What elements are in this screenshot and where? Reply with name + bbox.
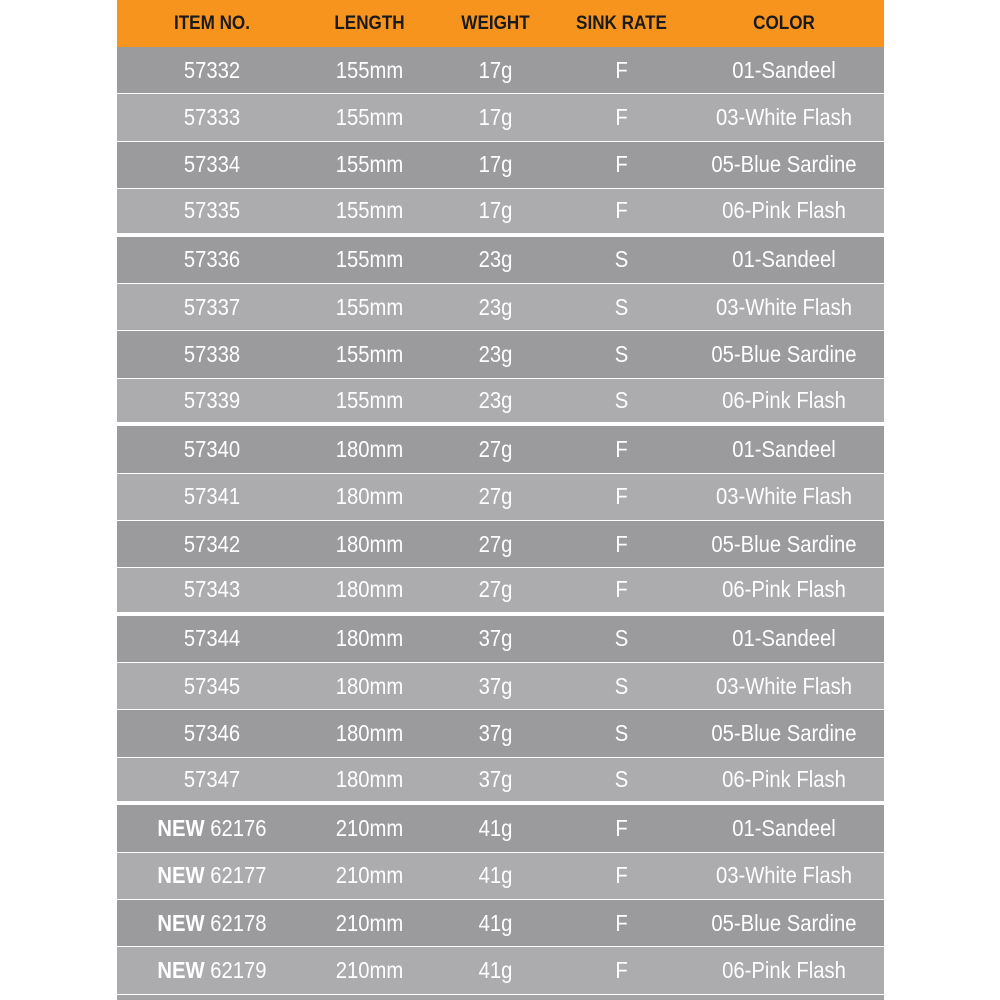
item-no-cell: [128, 766, 295, 793]
item-no-cell: [128, 576, 295, 603]
weight-cell: 41g: [478, 909, 513, 936]
weight-cell: 37g: [478, 672, 513, 699]
item-no-cell: [128, 294, 295, 321]
new-badge: NEW: [157, 814, 205, 841]
length-cell: 210mm: [335, 814, 404, 841]
table-row: [117, 284, 884, 331]
color-cell: 05-Blue Sardine: [711, 341, 857, 368]
table-row: [117, 853, 884, 900]
color-cell: 05-Blue Sardine: [711, 151, 857, 178]
item-no-cell: [128, 720, 295, 747]
spec-table: [117, 0, 884, 995]
item-number: 62179: [210, 957, 267, 984]
item-number: 57340: [183, 435, 241, 462]
color-cell: 03-White Flash: [715, 293, 853, 320]
item-no-cell: [128, 862, 295, 889]
length-cell: 155mm: [335, 197, 404, 224]
color-cell: 06-Pink Flash: [722, 766, 846, 793]
table-row: [117, 947, 884, 994]
weight-cell: 27g: [478, 576, 513, 603]
table-row: [117, 568, 884, 615]
item-number: 57344: [183, 625, 241, 652]
header-color: COLOR: [753, 12, 815, 34]
length-cell: 180mm: [335, 530, 404, 557]
color-cell: 01-Sandeel: [732, 625, 836, 652]
length-cell: 155mm: [335, 104, 404, 131]
weight-cell: 17g: [478, 197, 513, 224]
color-cell: 03-White Flash: [715, 862, 853, 889]
item-number: 62176: [210, 814, 267, 841]
length-cell: 180mm: [335, 435, 404, 462]
length-cell: 155mm: [335, 386, 404, 413]
table-row: [117, 900, 884, 947]
weight-cell: 37g: [478, 625, 513, 652]
table-row: [117, 521, 884, 568]
color-cell: 06-Pink Flash: [722, 386, 846, 413]
color-cell: 06-Pink Flash: [722, 957, 846, 984]
sink-rate-cell: S: [614, 720, 629, 747]
new-badge: NEW: [157, 957, 205, 984]
item-number: 57342: [183, 530, 241, 557]
length-cell: 210mm: [335, 909, 404, 936]
length-cell: 155mm: [335, 293, 404, 320]
weight-cell: 17g: [478, 104, 513, 131]
sink-rate-cell: F: [615, 530, 628, 557]
item-no-cell: [128, 436, 295, 463]
sink-rate-cell: F: [615, 909, 628, 936]
weight-cell: 37g: [478, 720, 513, 747]
weight-cell: 41g: [478, 814, 513, 841]
item-number: 57334: [183, 151, 241, 178]
sink-rate-cell: F: [615, 151, 628, 178]
item-number: 57347: [183, 766, 241, 793]
weight-cell: 23g: [478, 341, 513, 368]
color-cell: 05-Blue Sardine: [711, 909, 857, 936]
weight-cell: 27g: [478, 530, 513, 557]
color-cell: 05-Blue Sardine: [711, 530, 857, 557]
length-cell: 210mm: [335, 862, 404, 889]
sink-rate-cell: F: [615, 862, 628, 889]
weight-cell: 17g: [478, 151, 513, 178]
item-no-cell: [128, 387, 295, 414]
new-badge: NEW: [157, 862, 205, 889]
color-cell: 06-Pink Flash: [722, 576, 846, 603]
item-no-cell: [128, 815, 295, 842]
item-number: 57341: [183, 483, 241, 510]
item-no-cell: [128, 151, 295, 178]
sink-rate-cell: F: [615, 957, 628, 984]
item-number: 62178: [210, 909, 267, 936]
header-item-no: ITEM NO.: [173, 12, 250, 34]
sink-rate-cell: F: [615, 197, 628, 224]
item-number: 57336: [183, 246, 241, 273]
table-row: [117, 189, 884, 236]
item-number: 57332: [183, 56, 241, 83]
weight-cell: 23g: [478, 246, 513, 273]
header-sink-rate: SINK RATE: [576, 12, 667, 34]
length-cell: 210mm: [335, 957, 404, 984]
table-row: [117, 94, 884, 141]
length-cell: 180mm: [335, 483, 404, 510]
item-no-cell: [128, 246, 295, 273]
item-no-cell: [128, 625, 295, 652]
table-row: [117, 663, 884, 710]
item-no-cell: [128, 341, 295, 368]
weight-cell: 27g: [478, 435, 513, 462]
sink-rate-cell: F: [615, 435, 628, 462]
item-number: 57346: [183, 720, 241, 747]
sink-rate-cell: S: [614, 766, 629, 793]
sink-rate-cell: S: [614, 246, 629, 273]
header-length: LENGTH: [334, 12, 405, 34]
item-no-cell: [128, 957, 295, 984]
color-cell: 03-White Flash: [715, 672, 853, 699]
color-cell: 01-Sandeel: [732, 814, 836, 841]
item-number: 57339: [183, 386, 241, 413]
weight-cell: 37g: [478, 766, 513, 793]
table-row: [117, 426, 884, 473]
weight-cell: 23g: [478, 293, 513, 320]
header-weight: WEIGHT: [461, 12, 530, 34]
weight-cell: 41g: [478, 957, 513, 984]
length-cell: 180mm: [335, 766, 404, 793]
color-cell: 03-White Flash: [715, 104, 853, 131]
sink-rate-cell: S: [614, 386, 629, 413]
table-bottom-edge: [117, 995, 884, 1000]
item-number: 62177: [210, 862, 267, 889]
table-row: [117, 710, 884, 757]
item-no-cell: [128, 483, 295, 510]
table-row: [117, 616, 884, 663]
sink-rate-cell: S: [614, 625, 629, 652]
item-no-cell: [128, 57, 295, 84]
item-no-cell: [128, 910, 295, 937]
length-cell: 155mm: [335, 246, 404, 273]
sink-rate-cell: S: [614, 672, 629, 699]
table-row: [117, 805, 884, 852]
weight-cell: 27g: [478, 483, 513, 510]
color-cell: 05-Blue Sardine: [711, 720, 857, 747]
length-cell: 155mm: [335, 56, 404, 83]
sink-rate-cell: F: [615, 814, 628, 841]
length-cell: 180mm: [335, 720, 404, 747]
weight-cell: 23g: [478, 386, 513, 413]
item-no-cell: [128, 197, 295, 224]
item-number: 57343: [183, 576, 241, 603]
table-row: [117, 142, 884, 189]
table-row: [117, 474, 884, 521]
sink-rate-cell: F: [615, 483, 628, 510]
new-badge: NEW: [157, 909, 205, 936]
table-row: [117, 379, 884, 426]
length-cell: 155mm: [335, 151, 404, 178]
table-header: [117, 0, 884, 47]
table-body: [117, 47, 884, 995]
weight-cell: 17g: [478, 56, 513, 83]
item-number: 57335: [183, 197, 241, 224]
length-cell: 180mm: [335, 625, 404, 652]
sink-rate-cell: F: [615, 56, 628, 83]
item-no-cell: [128, 531, 295, 558]
table-row: [117, 237, 884, 284]
sink-rate-cell: F: [615, 576, 628, 603]
item-number: 57337: [183, 293, 241, 320]
sink-rate-cell: F: [615, 104, 628, 131]
color-cell: 01-Sandeel: [732, 435, 836, 462]
item-number: 57333: [183, 104, 241, 131]
item-number: 57338: [183, 341, 241, 368]
item-no-cell: [128, 104, 295, 131]
sink-rate-cell: S: [614, 341, 629, 368]
color-cell: 01-Sandeel: [732, 56, 836, 83]
color-cell: 06-Pink Flash: [722, 197, 846, 224]
color-cell: 01-Sandeel: [732, 246, 836, 273]
length-cell: 155mm: [335, 341, 404, 368]
weight-cell: 41g: [478, 862, 513, 889]
table-row: [117, 47, 884, 94]
length-cell: 180mm: [335, 672, 404, 699]
length-cell: 180mm: [335, 576, 404, 603]
item-number: 57345: [183, 672, 241, 699]
table-row: [117, 331, 884, 378]
item-no-cell: [128, 673, 295, 700]
sink-rate-cell: S: [614, 293, 629, 320]
table-row: [117, 758, 884, 805]
color-cell: 03-White Flash: [715, 483, 853, 510]
